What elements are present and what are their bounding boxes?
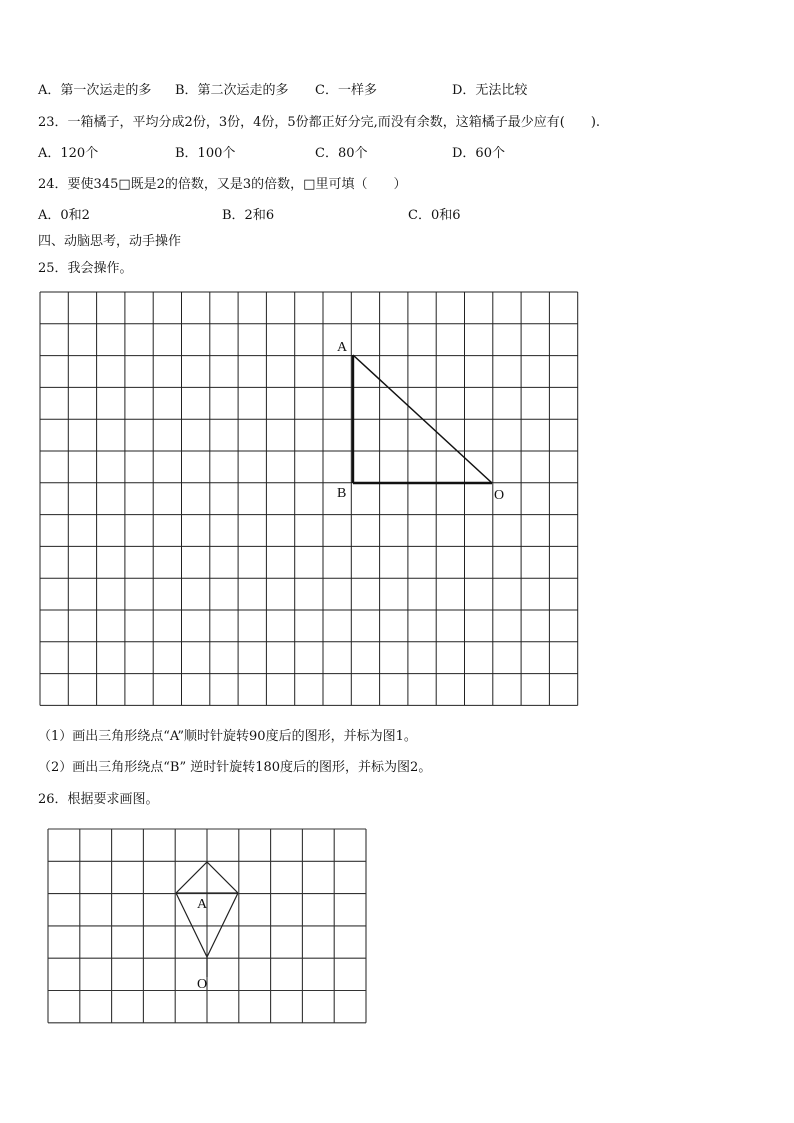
q22-option-d[interactable]: D．无法比较 xyxy=(452,83,528,98)
q25-sub1: （1）画出三角形绕点“A”顺时针旋转90度后的图形，并标为图1。 xyxy=(38,729,417,744)
triangle-side-ao xyxy=(353,355,492,483)
q25-point-o-label: O xyxy=(494,488,505,503)
kite-lower-edges xyxy=(176,893,238,957)
q25-point-a-label: A xyxy=(337,340,348,355)
q23-option-b[interactable]: B．100个 xyxy=(175,146,236,161)
q26-question: 26．根据要求画图。 xyxy=(38,792,159,807)
q22-option-a[interactable]: A．第一次运走的多 xyxy=(38,83,152,98)
q26-point-a-label: A xyxy=(197,897,208,912)
q22-option-c[interactable]: C．一样多 xyxy=(315,83,377,98)
q25-point-b-label: B xyxy=(337,486,347,501)
q23-question: 23．一箱橘子，平均分成2份，3份，4份，5份都正好分完,而没有余数，这箱橘子最少应有( ). xyxy=(38,115,601,130)
q26-point-o-label: O xyxy=(197,977,208,992)
q22-option-b[interactable]: B．第二次运走的多 xyxy=(175,83,289,98)
q24-option-b[interactable]: B．2和6 xyxy=(222,208,275,223)
q25-triangle xyxy=(353,355,492,483)
q24-option-a[interactable]: A．0和2 xyxy=(38,208,90,223)
q24-option-c[interactable]: C．0和6 xyxy=(408,208,461,223)
q25-grid xyxy=(40,292,578,705)
section-title: 四、动脑思考，动手操作 xyxy=(38,234,182,249)
q23-option-a[interactable]: A．120个 xyxy=(38,146,99,161)
q26-grid xyxy=(48,829,366,1023)
q23-option-d[interactable]: D．60个 xyxy=(452,146,505,161)
q25-question: 25．我会操作。 xyxy=(38,261,133,276)
q23-option-c[interactable]: C．80个 xyxy=(315,146,368,161)
q26-kite xyxy=(176,862,238,977)
q25-sub2: （2）画出三角形绕点“B” 逆时针旋转180度后的图形，并标为图2。 xyxy=(38,760,432,775)
q24-question: 24．要使345□既是2的倍数，又是3的倍数，□里可填（ ） xyxy=(38,177,407,192)
kite-upper-edges xyxy=(176,862,238,893)
